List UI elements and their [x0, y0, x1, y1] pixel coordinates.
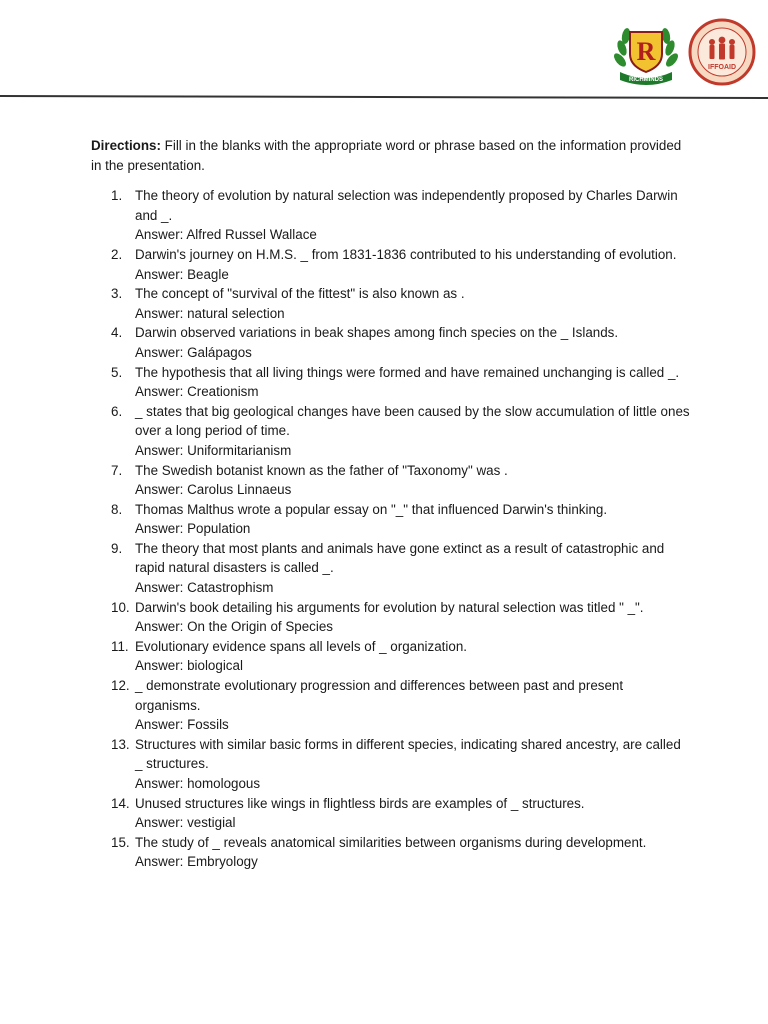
question-text: The Swedish botanist known as the father of "Taxonomy" was . — [135, 462, 508, 478]
question-item — [91, 637, 691, 676]
svg-text:RICHMINDS: RICHMINDS — [629, 77, 663, 83]
question-text: The study of _ reveals anatomical similarities between organisms during development. — [135, 834, 647, 850]
answer-text: Answer: homologous — [135, 776, 261, 791]
question-item — [91, 461, 691, 500]
question-text: _ states that big geological changes have been caused by the slow accumulation of little ones over a long period of time. — [135, 403, 690, 439]
question-item — [91, 598, 691, 637]
school-crest-logo — [612, 18, 680, 86]
question-text: _ demonstrate evolutionary progression and differences between past and present organisms. — [135, 678, 624, 713]
answer-text: Answer: Creationism — [135, 384, 259, 400]
question-list — [91, 186, 691, 872]
answer-text: Answer: Uniformitarianism — [135, 442, 292, 458]
question-number: 11. — [111, 638, 129, 654]
question-number: 2. — [111, 246, 123, 262]
answer-text: Answer: biological — [135, 658, 243, 674]
answer-text: Answer: vestigial — [135, 815, 236, 831]
question-item — [91, 539, 691, 598]
header-logos — [612, 18, 756, 86]
iffoaid-seal-logo — [688, 18, 756, 86]
question-number: 8. — [111, 501, 123, 517]
question-text: The theory of evolution by natural selection was independently proposed by Charles Darwin and _. — [135, 188, 678, 223]
answer-text: Answer: Galápagos — [135, 344, 252, 360]
directions-label: Directions: — [91, 138, 161, 153]
directions — [91, 136, 691, 175]
question-number: 3. — [111, 286, 123, 302]
question-number: 10. — [111, 599, 130, 615]
question-number: 9. — [111, 540, 123, 556]
question-text: Thomas Malthus wrote a popular essay on "_" that influenced Darwin's thinking. — [135, 501, 608, 517]
question-text: Structures with similar basic forms in different species, indicating shared ancestry, are called _ structures. — [135, 736, 681, 772]
answer-text: Answer: On the Origin of Species — [135, 619, 333, 635]
question-number: 5. — [111, 364, 123, 380]
question-text: Darwin observed variations in beak shapes among finch species on the _ Islands. — [135, 325, 619, 341]
svg-text:R: R — [636, 37, 656, 66]
answer-text: Answer: Carolus Linnaeus — [135, 482, 292, 498]
question-text: The concept of "survival of the fittest" is also known as . — [135, 286, 465, 302]
question-text: The theory that most plants and animals have gone extinct as a result of catastrophic and rapid natural disasters is called _. — [135, 540, 665, 576]
question-text: Darwin's book detailing his arguments for evolution by natural selection was titled " _". — [135, 599, 644, 615]
question-item — [91, 245, 691, 284]
question-item — [91, 186, 691, 245]
question-number: 14. — [111, 795, 130, 811]
worksheet-body — [91, 136, 691, 872]
question-text: The hypothesis that all living things were formed and have remained unchanging is called _. — [135, 364, 680, 380]
question-number: 1. — [111, 188, 123, 204]
question-item — [91, 794, 691, 833]
question-text: Unused structures like wings in flightless birds are examples of _ structures. — [135, 795, 585, 811]
question-number: 6. — [111, 403, 123, 419]
question-item — [91, 323, 691, 362]
answer-text: Answer: Alfred Russel Wallace — [135, 227, 317, 243]
question-number: 4. — [111, 325, 123, 341]
answer-text: Answer: Fossils — [135, 717, 229, 733]
question-number: 7. — [111, 462, 123, 478]
header-divider — [0, 95, 768, 99]
question-item — [91, 284, 691, 323]
answer-text: Answer: Embryology — [135, 854, 258, 870]
svg-text:IFFOAID: IFFOAID — [708, 64, 736, 71]
question-item — [91, 363, 691, 402]
question-item — [91, 500, 691, 539]
answer-text: Answer: Catastrophism — [135, 580, 274, 596]
answer-text: Answer: Beagle — [135, 266, 229, 282]
question-text: Evolutionary evidence spans all levels of _ organization. — [135, 638, 467, 654]
question-text: Darwin's journey on H.M.S. _ from 1831-1836 contributed to his understanding of evolution. — [135, 246, 677, 262]
directions-text: Fill in the blanks with the appropriate word or phrase based on the information provided in the presentation. — [91, 138, 682, 173]
question-item — [91, 833, 691, 872]
question-item — [91, 735, 691, 794]
question-number: 15. — [111, 834, 130, 850]
question-number: 12. — [111, 678, 130, 694]
question-item — [91, 402, 691, 461]
question-number: 13. — [111, 736, 130, 752]
answer-text: Answer: Population — [135, 521, 251, 537]
question-item — [91, 676, 691, 735]
answer-text: Answer: natural selection — [135, 305, 285, 321]
